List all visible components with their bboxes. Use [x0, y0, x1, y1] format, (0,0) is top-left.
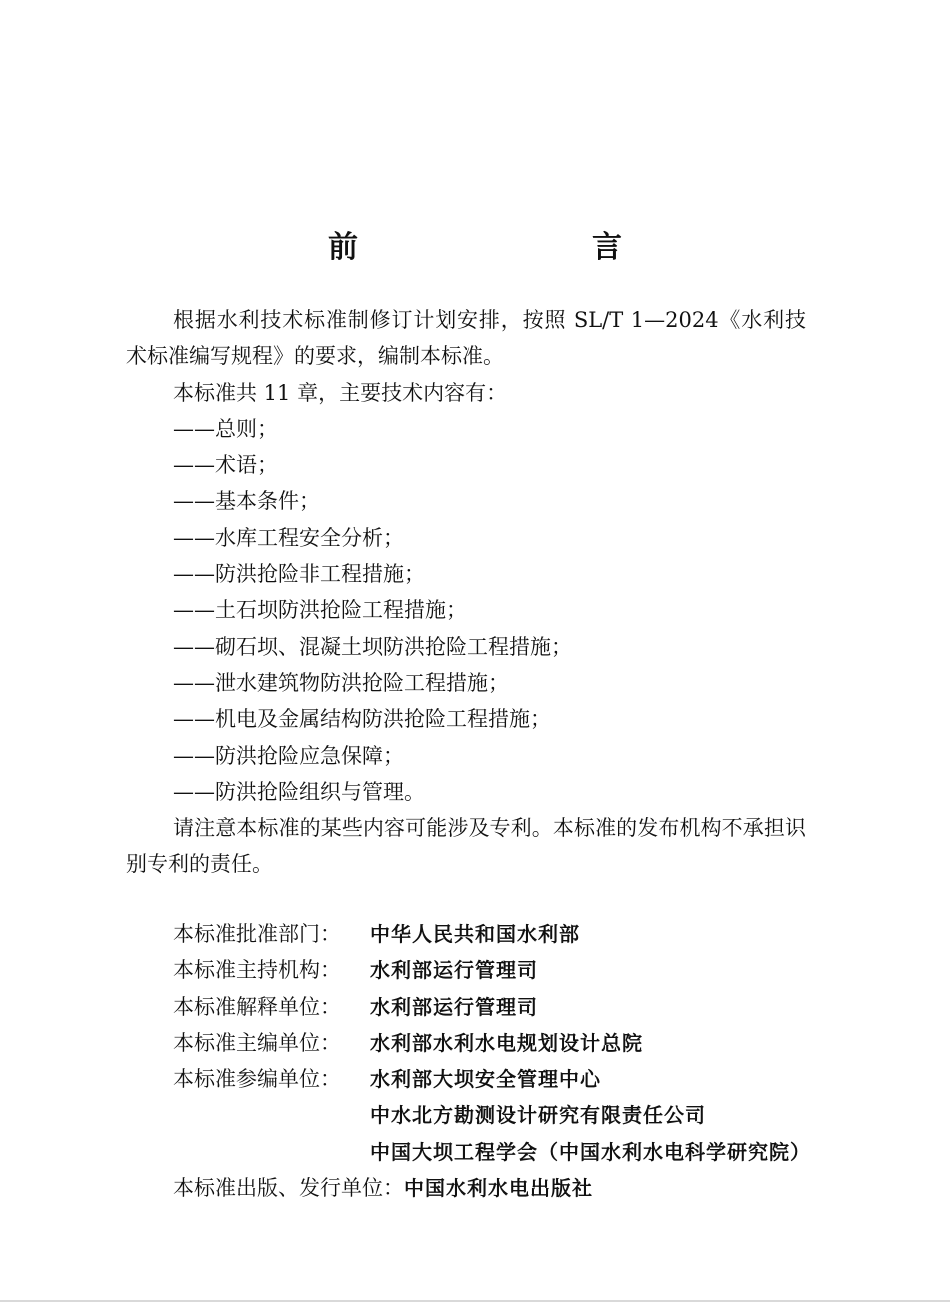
approval-value: 中华人民共和国水利部 — [370, 922, 580, 946]
interpret-label: 本标准解释单位： — [173, 994, 341, 1019]
publisher-value: 中国水利水电出版社 — [404, 1176, 593, 1201]
publisher-row — [173, 1170, 813, 1206]
host-value: 水利部运行管理司 — [370, 958, 538, 983]
list-item: ——土石坝防洪抢险工程措施； — [173, 598, 467, 623]
chapters-intro: 本标准共 11 章，主要技术内容有： — [173, 380, 508, 405]
contents-list — [126, 411, 806, 810]
patent-notice: 请注意本标准的某些内容可能涉及专利。本标准的发布机构不承担识别专利的责任。 — [126, 816, 806, 877]
host-label: 本标准主持机构： — [173, 958, 341, 983]
list-item: ——机电及金属结构防洪抢险工程措施； — [173, 707, 551, 732]
interpret-row — [173, 989, 813, 1025]
list-item: ——泄水建筑物防洪抢险工程措施； — [173, 670, 509, 695]
host-row — [173, 952, 813, 988]
approval-label: 本标准批准部门： — [173, 922, 341, 946]
list-item: ——防洪抢险非工程措施； — [173, 562, 425, 587]
interpret-value: 水利部运行管理司 — [370, 994, 538, 1019]
list-item: ——防洪抢险组织与管理。 — [173, 779, 425, 804]
participants-row — [173, 1061, 813, 1170]
chief-editor-row — [173, 1025, 813, 1061]
list-item: ——防洪抢险应急保障； — [173, 743, 404, 768]
list-item: ——水库工程安全分析； — [173, 525, 404, 550]
list-item: ——总则； — [173, 416, 278, 441]
preface-body — [126, 302, 806, 883]
page-title: 前 言 — [328, 230, 680, 266]
participant-item: 水利部大坝安全管理中心 — [370, 1067, 601, 1092]
list-item: ——术语； — [173, 453, 278, 478]
standard-info — [173, 916, 813, 1206]
approval-row — [173, 916, 813, 952]
participant-item: 中国大坝工程学会（中国水利水电科学研究院） — [370, 1139, 811, 1164]
intro-paragraph: 根据水利技术标准制修订计划安排，按照 SL/T 1—2024《水利技术标准编写规程》的要求，编制本标准。 — [126, 308, 806, 369]
chief-editor-label: 本标准主编单位： — [173, 1030, 341, 1055]
page-bottom-divider — [0, 1300, 950, 1302]
participants-label: 本标准参编单位： — [173, 1067, 341, 1092]
list-item: ——砌石坝、混凝土坝防洪抢险工程措施； — [173, 634, 572, 659]
publisher-label: 本标准出版、发行单位： — [173, 1176, 404, 1201]
participants-list — [370, 1061, 811, 1170]
chief-editor-value: 水利部水利水电规划设计总院 — [370, 1030, 643, 1055]
list-item: ——基本条件； — [173, 489, 320, 514]
participant-item: 中水北方勘测设计研究有限责任公司 — [370, 1103, 706, 1128]
